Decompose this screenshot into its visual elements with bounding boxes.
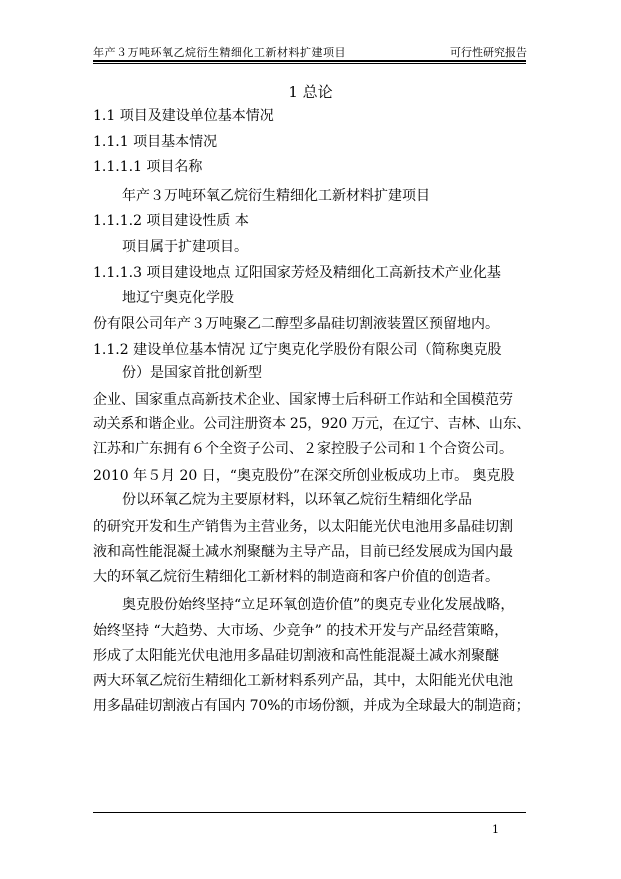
body-text: 年产３万吨环氧乙烷衍生精细化工新材料扩建项目	[122, 188, 430, 204]
chapter-title: 1 总论	[288, 83, 333, 101]
body-text: 地辽宁奥克化学股	[122, 290, 234, 306]
section-heading: 1.1 项目及建设单位基本情况	[93, 108, 274, 124]
body-text: 江苏和广东拥有６个全资子公司、２家控股子公司和１个合资公司。	[93, 441, 513, 457]
body-text: 项目属于扩建项目。	[122, 239, 248, 255]
body-text: 大的环氧乙烷衍生精细化工新材料的制造商和客户价值的创造者。	[93, 569, 499, 585]
body-text: 2010 年５月 20 日，“奥克股份”在深交所创业板成功上市。 奥克股	[93, 468, 515, 484]
subsubsection-heading: 1.1.1.2 项目建设性质 本	[93, 213, 249, 229]
body-text: 动关系和谐企业。公司注册资本 25，920 万元，在辽宁、吉林、山东、	[93, 416, 531, 432]
header-rule	[93, 60, 526, 62]
header-project-title: 年产３万吨环氧乙烷衍生精细化工新材料扩建项目	[93, 46, 346, 59]
body-text: 份）是国家首批创新型	[122, 365, 262, 381]
body-text: 液和高性能混凝土减水剂聚醚为主导产品，目前已经发展成为国内最	[93, 544, 513, 560]
body-text: 形成了太阳能光伏电池用多晶硅切割液和高性能混凝土减水剂聚醚	[93, 648, 499, 664]
subsection-heading: 1.1.2 建设单位基本情况 辽宁奥克化学股份有限公司（简称奥克股	[93, 342, 502, 358]
subsubsection-heading: 1.1.1.1 项目名称	[93, 159, 203, 175]
page-number: 1	[492, 823, 499, 836]
body-text: 份有限公司年产３万吨聚乙二醇型多晶硅切割液装置区预留地内。	[93, 316, 499, 332]
subsection-heading: 1.1.1 项目基本情况	[93, 134, 218, 150]
body-text: 奥克股份始终坚持“立足环氧创造价值”的奥克专业化发展战略，	[122, 597, 515, 613]
header-report-type: 可行性研究报告	[450, 46, 527, 59]
footer-rule	[93, 812, 526, 813]
body-text: 企业、国家重点高新技术企业、国家博士后科研工作站和全国模范劳	[93, 392, 513, 408]
body-text: 的研究开发和生产销售为主营业务，以太阳能光伏电池用多晶硅切割	[93, 519, 513, 535]
body-text: 始终坚持 “大趋势、大市场、少竞争” 的技术开发与产品经营策略，	[93, 623, 509, 639]
body-text: 份以环氧乙烷为主要原材料，以环氧乙烷衍生精细化学品	[122, 492, 472, 508]
body-text: 两大环氧乙烷衍生精细化工新材料系列产品，其中，太阳能光伏电池	[93, 673, 513, 689]
subsubsection-heading: 1.1.1.3 项目建设地点 辽阳国家芳烃及精细化工高新技术产业化基	[93, 265, 501, 281]
header-rule-thin	[93, 63, 526, 64]
body-text: 用多晶硅切割液占有国内 70%的市场份额，并成为全球最大的制造商；	[93, 698, 530, 714]
